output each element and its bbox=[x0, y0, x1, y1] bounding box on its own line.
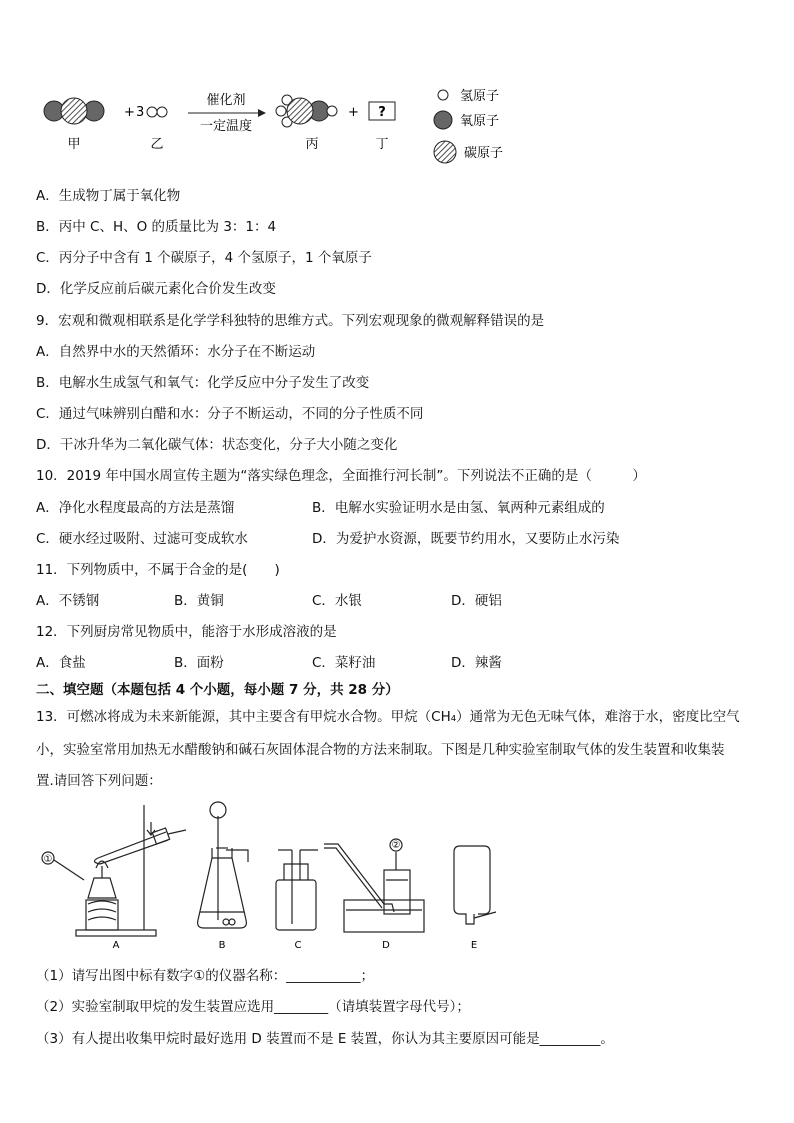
mark-2: ② bbox=[391, 840, 401, 851]
hydrogen-atom-icon bbox=[438, 90, 448, 100]
q8-option-b: B．丙中 C、H、O 的质量比为 3：1：4 bbox=[36, 219, 277, 235]
reaction-diagram bbox=[36, 86, 596, 166]
q10-option-d: D．为爱护水资源，既要节约用水，又要防止水污染 bbox=[312, 531, 620, 547]
q12-option-b: B．面粉 bbox=[174, 655, 224, 671]
arrow-head-icon bbox=[258, 109, 266, 117]
q11-option-a: A．不锈钢 bbox=[36, 593, 100, 609]
apparatus-e bbox=[454, 846, 496, 924]
condition-catalyst: 催化剂 bbox=[206, 93, 246, 108]
q12-option-c: C．菜籽油 bbox=[312, 655, 376, 671]
label-c: C bbox=[294, 940, 302, 951]
condition-temperature: 一定温度 bbox=[199, 119, 253, 134]
q10-option-a: A．净化水程度最高的方法是蒸馏 bbox=[36, 500, 235, 516]
label-jia: 甲 bbox=[67, 137, 81, 152]
q9-option-c: C．通过气味辨别白醋和水：分子不断运动，不同的分子性质不同 bbox=[36, 406, 424, 422]
q9-option-a: A．自然界中水的天然循环：水分子在不断运动 bbox=[36, 344, 316, 360]
q11-option-b: B．黄铜 bbox=[174, 593, 224, 609]
section-heading: 二、填空题（本题包括 4 个小题，每小题 7 分，共 28 分） bbox=[36, 682, 399, 698]
q8-option-c: C．丙分子中含有 1 个碳原子，4 个氢原子，1 个氧原子 bbox=[36, 250, 372, 266]
q11-option-c: C．水银 bbox=[312, 593, 362, 609]
q10-stem: 10．2019 年中国水周宣传主题为“落实绿色理念，全面推行河长制”。下列说法不正确的是（ ） bbox=[36, 468, 646, 484]
apparatus-b bbox=[198, 802, 248, 928]
q12-option-a: A．食盐 bbox=[36, 655, 86, 671]
apparatus-a bbox=[42, 805, 186, 936]
q8-option-d: D．化学反应前后碳元素化合价发生改变 bbox=[36, 281, 276, 297]
q11-stem: 11．下列物质中，不属于合金的是( ) bbox=[36, 562, 280, 578]
unknown-mark: ? bbox=[378, 105, 386, 120]
q13-line-3: 置.请回答下列问题： bbox=[36, 773, 162, 789]
legend-oxygen: 氧原子 bbox=[460, 114, 500, 129]
q11-option-d: D．硬铝 bbox=[451, 593, 502, 609]
plus-sign: + bbox=[124, 105, 135, 120]
mark-1: ① bbox=[43, 854, 53, 865]
label-a: A bbox=[112, 940, 120, 951]
legend-hydrogen: 氢原子 bbox=[460, 89, 500, 104]
coefficient: 3 bbox=[136, 105, 145, 120]
q8-option-a: A．生成物丁属于氧化物 bbox=[36, 188, 181, 204]
q10-option-b: B．电解水实验证明水是由氢、氧两种元素组成的 bbox=[312, 500, 605, 516]
oxygen-atom-icon bbox=[434, 111, 452, 129]
q9-option-b: B．电解水生成氢气和氧气：化学反应中分子发生了改变 bbox=[36, 375, 370, 391]
q13-sub-3: （3）有人提出收集甲烷时最好选用 D 装置而不是 E 装置，你认为其主要原因可能是_________。 bbox=[36, 1031, 614, 1047]
q10-option-c: C．硬水经过吸附、过滤可变成软水 bbox=[36, 531, 248, 547]
q13-line-2: 小，实验室常用加热无水醋酸钠和碱石灰固体混合物的方法来制取。下图是几种实验室制取气体的发生装置和收集装 bbox=[36, 742, 725, 758]
label-b: B bbox=[218, 940, 226, 951]
label-e: E bbox=[470, 940, 478, 951]
label-ding: 丁 bbox=[375, 137, 389, 152]
q13-sub-2: （2）实验室制取甲烷的发生装置应选用________（请填装置字母代号）； bbox=[36, 999, 470, 1015]
q13-line-1: 13．可燃冰将成为未来新能源，其中主要含有甲烷水合物。甲烷（CH₄）通常为无色无味气体，难溶于水，密度比空气 bbox=[36, 709, 740, 725]
apparatus-c bbox=[276, 850, 318, 930]
apparatus-d bbox=[324, 839, 424, 932]
label-bing: 丙 bbox=[305, 137, 319, 152]
co2-molecule-icon bbox=[44, 98, 104, 124]
legend-carbon: 碳原子 bbox=[464, 146, 504, 161]
label-d: D bbox=[382, 940, 390, 951]
h2-molecule-icon bbox=[147, 107, 167, 117]
q12-stem: 12．下列厨房常见物质中，能溶于水形成溶液的是 bbox=[36, 624, 337, 640]
plus-sign-2: + bbox=[348, 105, 359, 120]
methanol-molecule-icon bbox=[276, 95, 337, 127]
carbon-atom-icon bbox=[434, 141, 456, 163]
q9-option-d: D．干冰升华为二氧化碳气体：状态变化，分子大小随之变化 bbox=[36, 437, 398, 453]
q12-option-d: D．辣酱 bbox=[451, 655, 502, 671]
apparatus-figure bbox=[36, 800, 536, 952]
q9-stem: 9．宏观和微观相联系是化学学科独特的思维方式。下列宏观现象的微观解释错误的是 bbox=[36, 313, 545, 329]
q13-sub-1: （1）请写出图中标有数字①的仪器名称：___________； bbox=[36, 968, 374, 984]
label-yi: 乙 bbox=[150, 137, 164, 152]
